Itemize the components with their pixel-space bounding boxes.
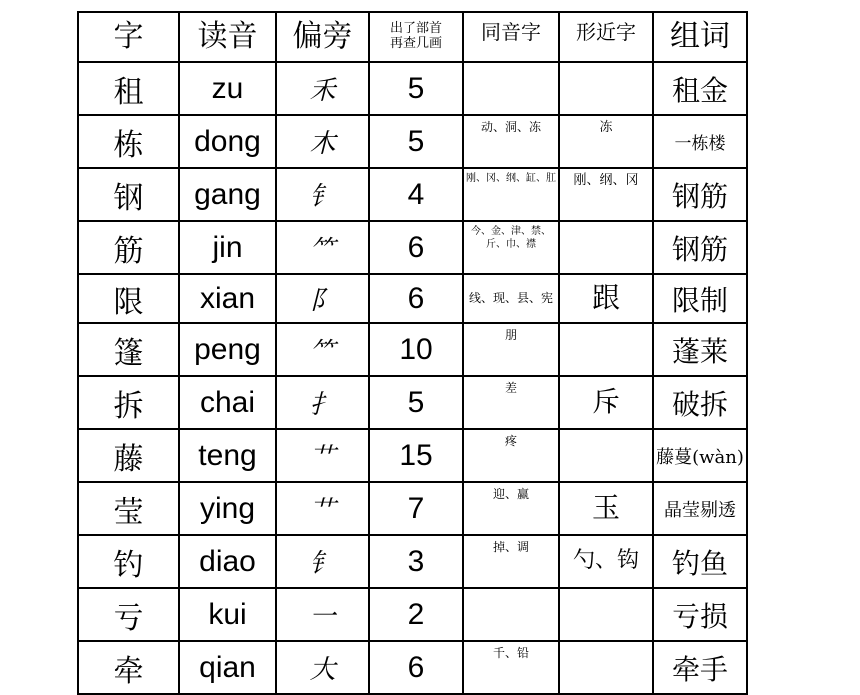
homophones-cell: 朋 bbox=[463, 323, 559, 376]
similar-cell: 勺、钩 bbox=[559, 535, 653, 588]
char-cell: 钢 bbox=[78, 168, 179, 221]
word-cell: 破拆 bbox=[653, 376, 747, 429]
radical-cell: 一 bbox=[276, 588, 369, 641]
table-row bbox=[78, 221, 747, 274]
radical-cell: 钅 bbox=[276, 535, 369, 588]
radical-cell: 大 bbox=[276, 641, 369, 694]
homophones-cell: 刚、冈、纲、缸、肛 bbox=[463, 168, 559, 221]
char-cell: 限 bbox=[78, 274, 179, 323]
strokes-cell: 5 bbox=[369, 62, 463, 115]
word-cell: 钓鱼 bbox=[653, 535, 747, 588]
header-similar-label: 形近字 bbox=[576, 20, 636, 44]
character-table bbox=[77, 11, 748, 695]
char-cell: 亏 bbox=[78, 588, 179, 641]
table-row bbox=[78, 62, 747, 115]
pinyin-cell: xian bbox=[179, 274, 276, 323]
pinyin-cell: qian bbox=[179, 641, 276, 694]
char-cell: 筋 bbox=[78, 221, 179, 274]
homophones-cell: 千、铅 bbox=[463, 641, 559, 694]
similar-cell: 刚、纲、冈 bbox=[559, 168, 653, 221]
header-homophones bbox=[463, 12, 559, 62]
homophones-cell: 疼 bbox=[463, 429, 559, 482]
radical-cell: 艹 bbox=[276, 482, 369, 535]
header-pinyin: 读音 bbox=[179, 12, 276, 62]
radical-cell: 艹 bbox=[276, 429, 369, 482]
similar-cell: 冻 bbox=[559, 115, 653, 168]
word-cell: 限制 bbox=[653, 274, 747, 323]
strokes-cell: 5 bbox=[369, 115, 463, 168]
similar-cell bbox=[559, 62, 653, 115]
word-cell: 蓬莱 bbox=[653, 323, 747, 376]
header-radical: 偏旁 bbox=[276, 12, 369, 62]
strokes-cell: 5 bbox=[369, 376, 463, 429]
char-cell: 租 bbox=[78, 62, 179, 115]
word-cell: 牵手 bbox=[653, 641, 747, 694]
strokes-cell: 6 bbox=[369, 221, 463, 274]
header-similar bbox=[559, 12, 653, 62]
pinyin-cell: gang bbox=[179, 168, 276, 221]
word-cell: 租金 bbox=[653, 62, 747, 115]
homophones-cell bbox=[463, 62, 559, 115]
similar-cell bbox=[559, 429, 653, 482]
strokes-cell: 15 bbox=[369, 429, 463, 482]
strokes-cell: 10 bbox=[369, 323, 463, 376]
table-row bbox=[78, 274, 747, 323]
header-homophones-label: 同音字 bbox=[481, 20, 541, 44]
pinyin-cell: dong bbox=[179, 115, 276, 168]
similar-cell bbox=[559, 588, 653, 641]
word-cell: 钢筋 bbox=[653, 168, 747, 221]
strokes-cell: 2 bbox=[369, 588, 463, 641]
char-cell: 牵 bbox=[78, 641, 179, 694]
homophones-cell: 动、洞、冻 bbox=[463, 115, 559, 168]
table-row bbox=[78, 482, 747, 535]
strokes-cell: 6 bbox=[369, 274, 463, 323]
similar-cell: 玉 bbox=[559, 482, 653, 535]
header-char: 字 bbox=[78, 12, 179, 62]
header-words: 组词 bbox=[653, 12, 747, 62]
header-row bbox=[78, 12, 747, 62]
homophones-cell: 迎、赢 bbox=[463, 482, 559, 535]
strokes-cell: 7 bbox=[369, 482, 463, 535]
pinyin-cell: zu bbox=[179, 62, 276, 115]
radical-cell: 扌 bbox=[276, 376, 369, 429]
header-strokes: 出了部首再查几画 bbox=[369, 12, 463, 62]
homophones-cell: 今、金、津、禁、斤、巾、襟 bbox=[463, 221, 559, 274]
similar-cell bbox=[559, 323, 653, 376]
strokes-cell: 3 bbox=[369, 535, 463, 588]
pinyin-cell: teng bbox=[179, 429, 276, 482]
table-row bbox=[78, 588, 747, 641]
table-row bbox=[78, 641, 747, 694]
homophones-cell: 掉、调 bbox=[463, 535, 559, 588]
word-cell: 藤蔓(wàn) bbox=[653, 429, 747, 482]
word-cell: 钢筋 bbox=[653, 221, 747, 274]
similar-cell bbox=[559, 641, 653, 694]
similar-cell: 跟 bbox=[559, 274, 653, 323]
word-cell: 亏损 bbox=[653, 588, 747, 641]
radical-cell: 木 bbox=[276, 115, 369, 168]
char-cell: 藤 bbox=[78, 429, 179, 482]
char-cell: 钓 bbox=[78, 535, 179, 588]
pinyin-cell: peng bbox=[179, 323, 276, 376]
char-cell: 栋 bbox=[78, 115, 179, 168]
homophones-cell: 差 bbox=[463, 376, 559, 429]
char-cell: 莹 bbox=[78, 482, 179, 535]
table-row bbox=[78, 376, 747, 429]
strokes-cell: 4 bbox=[369, 168, 463, 221]
table-row bbox=[78, 429, 747, 482]
char-cell: 拆 bbox=[78, 376, 179, 429]
pinyin-cell: kui bbox=[179, 588, 276, 641]
word-cell: 晶莹剔透 bbox=[653, 482, 747, 535]
radical-cell: ⺮ bbox=[276, 221, 369, 274]
table-row bbox=[78, 323, 747, 376]
table-row bbox=[78, 168, 747, 221]
word-cell: 一栋楼 bbox=[653, 115, 747, 168]
similar-cell bbox=[559, 221, 653, 274]
radical-cell: 钅 bbox=[276, 168, 369, 221]
homophones-cell: 线、现、县、宪 bbox=[463, 274, 559, 323]
homophones-cell bbox=[463, 588, 559, 641]
similar-cell: 斥 bbox=[559, 376, 653, 429]
radical-cell: ⺮ bbox=[276, 323, 369, 376]
table-row bbox=[78, 115, 747, 168]
pinyin-cell: chai bbox=[179, 376, 276, 429]
radical-cell: 禾 bbox=[276, 62, 369, 115]
radical-cell: 阝 bbox=[276, 274, 369, 323]
pinyin-cell: jin bbox=[179, 221, 276, 274]
table-body bbox=[78, 62, 747, 694]
table-row bbox=[78, 535, 747, 588]
strokes-cell: 6 bbox=[369, 641, 463, 694]
pinyin-cell: diao bbox=[179, 535, 276, 588]
char-cell: 篷 bbox=[78, 323, 179, 376]
pinyin-cell: ying bbox=[179, 482, 276, 535]
